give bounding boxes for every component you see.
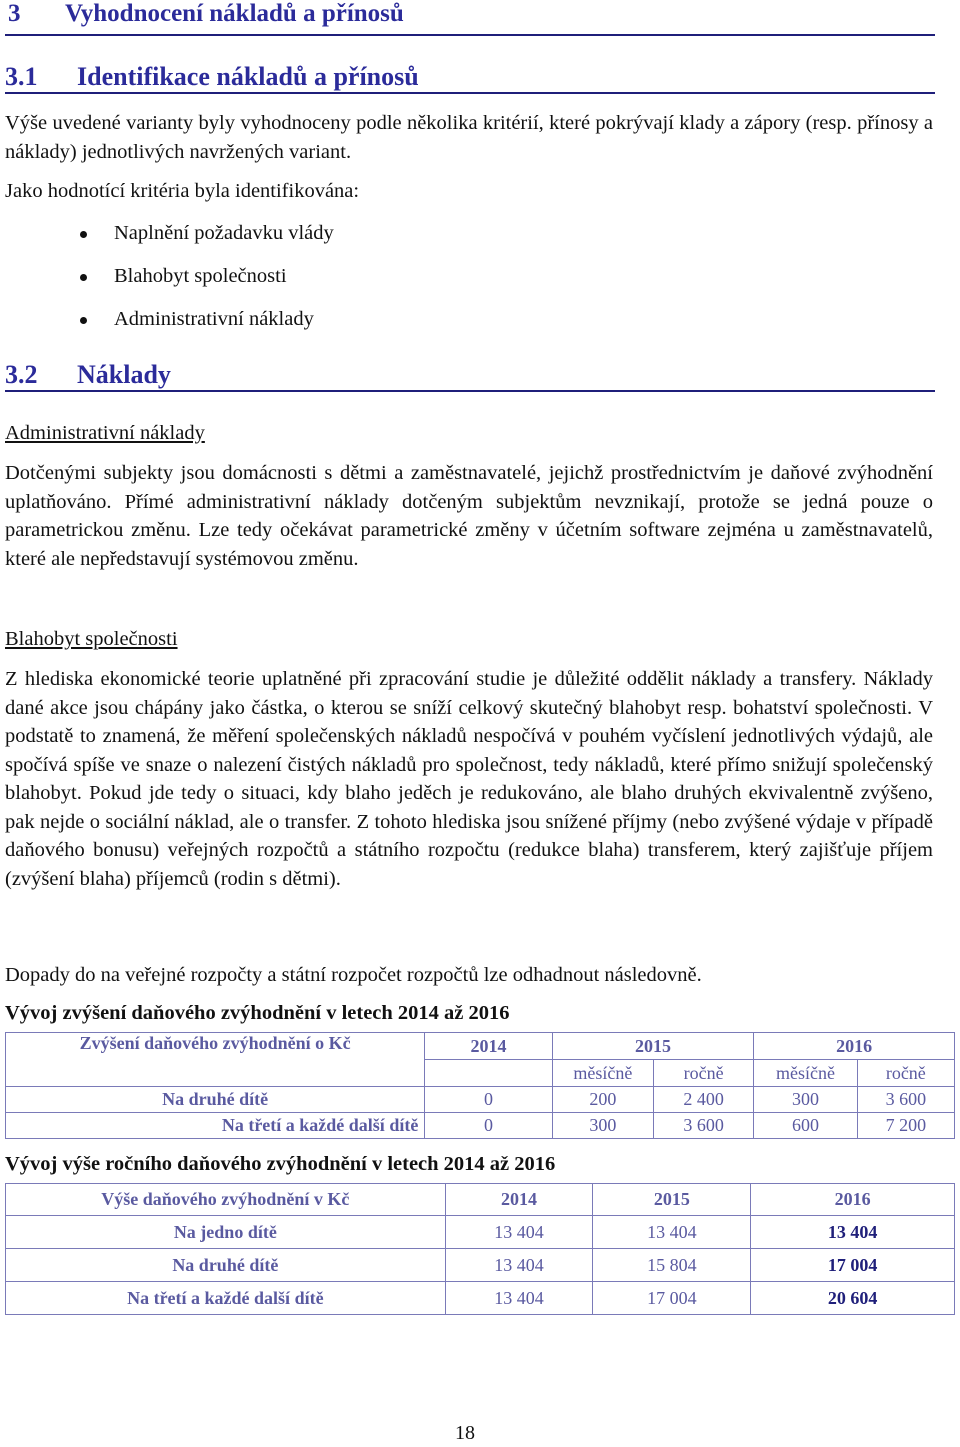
table-header-year: 2014 xyxy=(445,1184,593,1216)
bullet-icon xyxy=(80,231,87,238)
table-row xyxy=(6,1282,955,1315)
chapter-number: 3 xyxy=(8,0,21,27)
table-cell: 300 xyxy=(754,1087,857,1113)
table-cell: 20 604 xyxy=(751,1282,955,1315)
table-cell: 13 404 xyxy=(751,1216,955,1249)
table-cell: 17 004 xyxy=(593,1282,751,1315)
table-header-year: 2014 xyxy=(425,1033,552,1060)
table2-caption: Vývoj výše ročního daňového zvýhodnění v letech 2014 až 2016 xyxy=(5,1153,556,1175)
page-number: 18 xyxy=(455,1422,475,1444)
table-header-year: 2016 xyxy=(751,1184,955,1216)
table-row xyxy=(6,1033,955,1060)
table1-caption: Vývoj zvýšení daňového zvýhodnění v letech 2014 až 2016 xyxy=(5,1002,510,1024)
section-heading-3-1 xyxy=(5,62,935,94)
table-cell xyxy=(425,1060,552,1087)
table-header-label: Výše daňového zvýhodnění v Kč xyxy=(6,1184,446,1216)
section-heading-3-2 xyxy=(5,360,935,392)
table-cell: 600 xyxy=(754,1113,857,1139)
table-row xyxy=(6,1113,955,1139)
bullet-icon xyxy=(80,274,87,281)
table-subheader: ročně xyxy=(857,1060,954,1087)
table-cell: 3 600 xyxy=(654,1113,754,1139)
table-row-label: Na druhé dítě xyxy=(6,1249,446,1282)
section-title: Náklady xyxy=(77,360,171,389)
table-cell: 13 404 xyxy=(445,1216,593,1249)
table-row-label: Na třetí a každé další dítě xyxy=(6,1282,446,1315)
table-subheader: měsíčně xyxy=(552,1060,653,1087)
table-cell: 13 404 xyxy=(445,1282,593,1315)
table-cell: 13 404 xyxy=(445,1249,593,1282)
table-subheader: měsíčně xyxy=(754,1060,857,1087)
table-row-label: Na druhé dítě xyxy=(6,1087,425,1113)
section-number: 3.2 xyxy=(5,360,38,389)
criteria-intro: Jako hodnotící kritéria byla identifikována: xyxy=(5,180,360,202)
table-header-year: 2015 xyxy=(593,1184,751,1216)
section-number: 3.1 xyxy=(5,62,38,91)
table-row-label: Na jedno dítě xyxy=(6,1216,446,1249)
table-subheader: ročně xyxy=(654,1060,754,1087)
table-row xyxy=(6,1216,955,1249)
table-cell: 17 004 xyxy=(751,1249,955,1282)
admin-costs-heading: Administrativní náklady xyxy=(5,422,205,444)
table-header-year: 2015 xyxy=(552,1033,754,1060)
welfare-paragraph: Z hlediska ekonomické teorie uplatněné při zpracování studie je důležité oddělit náklady a transfery. Náklady dané akce jsou chápány jako částka, o kterou se sníží celkový skutečný blahobyt resp. bohatství společnosti. V podstatě to znamená, že měření společenských nákladů nespočívá v pouhém vyčíslení jednotlivých výdajů, ale spočívá spíše ve snaze o nalezení čistých nákladů pro společnost, tedy nákladů, které přímo snižují společenský blahobyt. Pokud jde tedy o situaci, kdy blaho jeděch je redukováno, ale blaho druhých ekvivalentně zvýšeno, pak nejde o sociální náklad, ale o transfer. Z tohoto hlediska jsou snížené příjmy (nebo zvýšené výdaje v případě daňového bonusu) veřejných rozpočtů a státního rozpočtu (redukce blaha) transferem, který zajišťuje příjem (zvýšení blaha) příjemců (rodin s dětmi). xyxy=(5,668,933,890)
table-cell: 3 600 xyxy=(857,1087,954,1113)
table-cell: 0 xyxy=(425,1113,552,1139)
table-cell: 200 xyxy=(552,1087,653,1113)
table-cell: 300 xyxy=(552,1113,653,1139)
section-title: Identifikace nákladů a přínosů xyxy=(77,62,419,91)
chapter-heading xyxy=(5,0,935,36)
intro-paragraph: Výše uvedené varianty byly vyhodnoceny podle několika kritérií, které pokrývají klady a zápory (resp. přínosy a náklady) jednotlivých navržených variant. xyxy=(5,112,933,163)
table-row xyxy=(6,1087,955,1113)
admin-costs-paragraph: Dotčenými subjekty jsou domácnosti s dětmi a zaměstnavatelé, jejichž prostřednictvím je daňové zvýhodnění uplatňováno. Přímé administrativní náklady dotčeným subjektům nevznikají, protože se jedná pouze o parametrickou změnu. Lze tedy očekávat parametrické změny v účetním software zejména u zaměstnavatelů, které ale nepředstavují systémovou změnu. xyxy=(5,462,933,570)
table-cell: 2 400 xyxy=(654,1087,754,1113)
table-header-label: Zvýšení daňového zvýhodnění o Kč xyxy=(6,1033,425,1087)
table-cell: 15 804 xyxy=(593,1249,751,1282)
welfare-heading: Blahobyt společnosti xyxy=(5,628,178,650)
table-header-year: 2016 xyxy=(754,1033,955,1060)
table-row xyxy=(6,1249,955,1282)
table-cell: 7 200 xyxy=(857,1113,954,1139)
chapter-title: Vyhodnocení nákladů a přínosů xyxy=(65,0,404,27)
impact-sentence: Dopady do na veřejné rozpočty a státní rozpočet rozpočtů lze odhadnout následovně. xyxy=(5,964,702,986)
table-row xyxy=(6,1184,955,1216)
annual-tax-credit-table xyxy=(5,1183,955,1315)
bullet-icon xyxy=(80,317,87,324)
table-row-label: Na třetí a každé další dítě xyxy=(6,1113,425,1139)
table-cell: 0 xyxy=(425,1087,552,1113)
tax-increase-table xyxy=(5,1032,955,1139)
table-cell: 13 404 xyxy=(593,1216,751,1249)
